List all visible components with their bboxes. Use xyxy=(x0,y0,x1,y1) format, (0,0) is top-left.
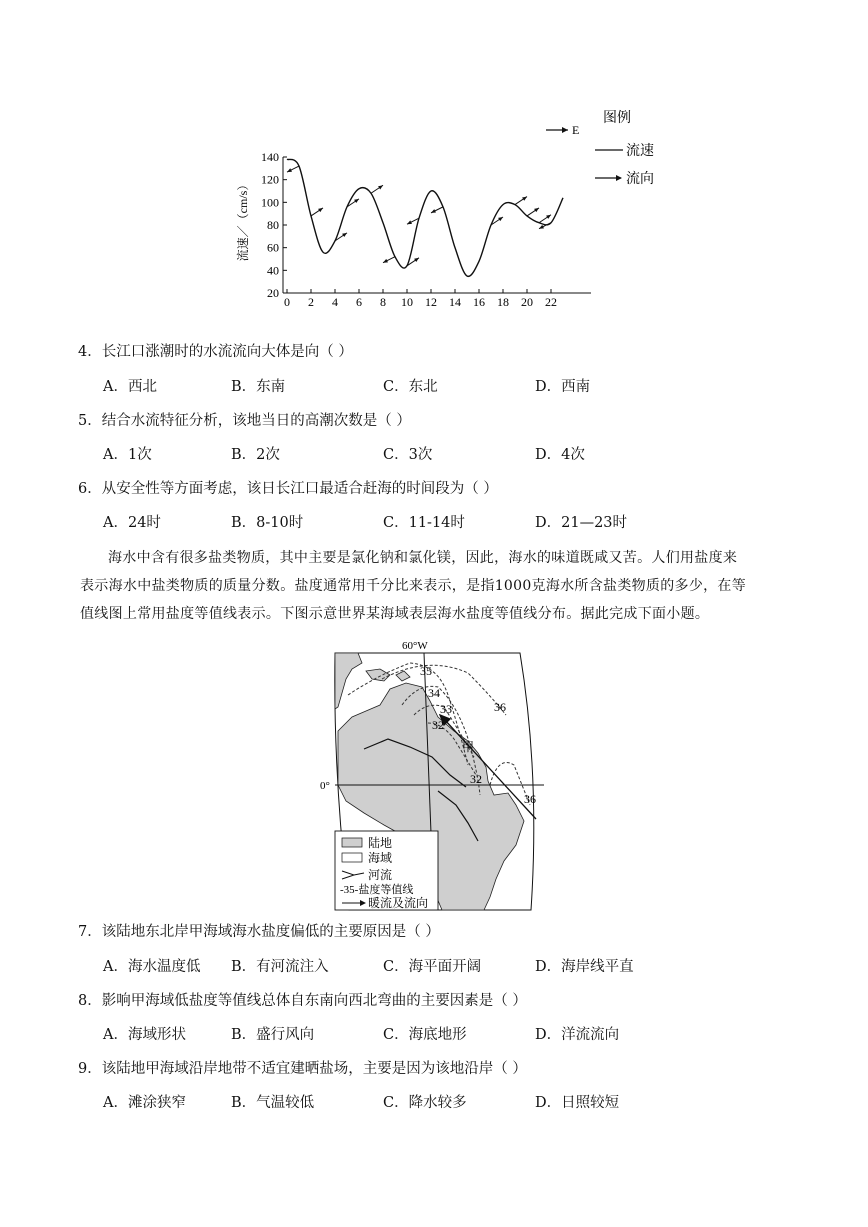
y-tick-label: 20 xyxy=(267,286,279,300)
x-tick-label: 22 xyxy=(545,295,557,309)
legend-direction-label: E xyxy=(572,123,580,137)
y-tick-label: 120 xyxy=(261,172,279,187)
q9-option-c[interactable]: C．降水较多 xyxy=(383,1095,467,1111)
flow-arrow-head xyxy=(546,215,551,219)
y-tick-label: 140 xyxy=(261,150,279,164)
x-tick-label: 6 xyxy=(356,295,362,309)
legend-current: 暖流及流向 xyxy=(368,896,429,910)
x-tick-label: 0 xyxy=(284,295,290,309)
lon-label: 60°W xyxy=(402,640,428,652)
x-tick-label: 2 xyxy=(308,295,314,309)
question-5-stem: 5．结合水流特征分析，该地当日的高潮次数是（ ） xyxy=(78,413,411,429)
legend-sea: 海域 xyxy=(368,851,393,865)
q4-option-c[interactable]: C．东北 xyxy=(383,379,438,395)
flow-arrow-head xyxy=(378,185,383,189)
question-8-stem: 8．影响甲海域低盐度等值线总体自东南向西北弯曲的主要因素是（ ） xyxy=(78,993,527,1009)
q6-option-b[interactable]: B．8-10时 xyxy=(231,515,304,531)
flow-arrow-head xyxy=(498,217,503,221)
map-legend xyxy=(335,831,438,910)
isoline-34: 34 xyxy=(428,686,440,700)
legend-land: 陆地 xyxy=(368,836,393,850)
isoline-32b: 32 xyxy=(470,772,482,786)
q4-option-d[interactable]: D．西南 xyxy=(535,379,591,395)
q9-option-a[interactable]: A．滩涂狭窄 xyxy=(103,1095,186,1111)
x-tick-label: 10 xyxy=(401,295,413,309)
isoline-33: 33 xyxy=(440,702,452,716)
q5-option-c[interactable]: C．3次 xyxy=(383,447,433,463)
y-tick-label: 40 xyxy=(267,263,279,278)
isoline-32a: 32 xyxy=(432,718,444,732)
q4-option-a[interactable]: A．西北 xyxy=(103,379,157,395)
isoline-36a: 36 xyxy=(494,700,506,714)
legend-direction: 流向 xyxy=(626,172,654,187)
q9-option-d[interactable]: D．日照较短 xyxy=(535,1095,620,1111)
legend-title: 图例 xyxy=(603,111,631,126)
q8-option-a[interactable]: A．海域形状 xyxy=(103,1027,186,1043)
flow-arrow-head xyxy=(354,199,359,203)
passage-line-3: 值线图上常用盐度等值线表示。下图示意世界某海域表层海水盐度等值线分布。据此完成下面小题。 xyxy=(80,606,710,622)
y-tick-label: 80 xyxy=(267,218,279,232)
flow-arrow-head xyxy=(318,208,323,212)
x-tick-label: 16 xyxy=(473,295,485,309)
legend-speed: 流速 xyxy=(626,144,654,159)
x-tick-label: 20 xyxy=(521,295,533,309)
x-tick-label: 8 xyxy=(380,295,386,309)
q5-option-d[interactable]: D．4次 xyxy=(535,447,585,463)
chart-legend xyxy=(546,110,654,187)
q6-option-d[interactable]: D．21—23时 xyxy=(535,515,628,531)
flow-arrow-head xyxy=(342,233,347,237)
legend-isoline: -35-盐度等值线 xyxy=(340,884,414,896)
q9-option-b[interactable]: B．气温较低 xyxy=(231,1095,315,1111)
q6-option-c[interactable]: C．11-14时 xyxy=(383,515,465,531)
q7-option-c[interactable]: C．海平面开阔 xyxy=(383,959,482,975)
question-9-stem: 9．该陆地甲海域沿岸地带不适宜建晒盐场，主要是因为该地沿岸（ ） xyxy=(78,1061,527,1077)
flow-arrow-head xyxy=(522,197,527,201)
y-tick-label: 60 xyxy=(267,240,279,255)
flow-arrow-head xyxy=(414,258,419,262)
q8-option-d[interactable]: D．洋流流向 xyxy=(535,1027,620,1043)
question-6-stem: 6．从安全性等方面考虑，该日长江口最适合赶海的时间段为（ ） xyxy=(78,481,498,497)
x-tick-label: 12 xyxy=(425,295,437,309)
q8-option-c[interactable]: C．海底地形 xyxy=(383,1027,467,1043)
q4-option-b[interactable]: B．东南 xyxy=(231,379,286,395)
isoline-35: 35 xyxy=(420,664,432,678)
q6-option-a[interactable]: A．24时 xyxy=(103,515,161,531)
salinity-map xyxy=(318,635,550,915)
q8-option-b[interactable]: B．盛行风向 xyxy=(231,1027,315,1043)
x-tick-label: 14 xyxy=(449,295,461,309)
q7-option-b[interactable]: B．有河流注入 xyxy=(231,959,329,975)
q7-option-a[interactable]: A．海水温度低 xyxy=(103,959,201,975)
x-tick-label: 4 xyxy=(332,295,338,309)
flow-arrow-head xyxy=(534,208,539,212)
current-chart xyxy=(225,100,675,315)
q5-option-a[interactable]: A．1次 xyxy=(103,447,152,463)
passage xyxy=(80,544,786,628)
chart-ylabel: 流速／（cm/s） xyxy=(236,178,250,262)
legend-river: 河流 xyxy=(368,868,393,882)
isoline-36b: 36 xyxy=(524,792,536,806)
q7-option-d[interactable]: D．海岸线平直 xyxy=(535,959,634,975)
question-4-stem: 4．长江口涨潮时的水流流向大体是向（ ） xyxy=(78,344,353,360)
lat-label: 0° xyxy=(320,780,330,792)
passage-line-1: 海水中含有很多盐类物质，其中主要是氯化钠和氯化镁，因此，海水的味道既咸又苦。人们用盐度来 xyxy=(108,550,738,566)
area-jia: 甲 xyxy=(462,740,475,754)
series-line-flow-speed xyxy=(287,159,563,276)
question-7-stem: 7．该陆地东北岸甲海域海水盐度偏低的主要原因是（ ） xyxy=(78,924,440,940)
y-tick-label: 100 xyxy=(261,195,279,210)
q5-option-b[interactable]: B．2次 xyxy=(231,447,280,463)
x-tick-label: 18 xyxy=(497,295,509,309)
passage-line-2: 表示海水中盐类物质的质量分数。盐度通常用千分比来表示，是指1000克海水所含盐类物质的多少，在等 xyxy=(80,578,747,594)
